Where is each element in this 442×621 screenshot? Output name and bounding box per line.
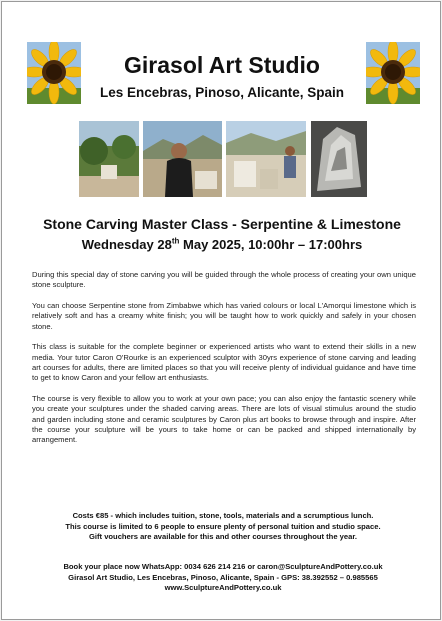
gift-voucher-line: Gift vouchers are available for this and other courses throughout the year. — [89, 532, 357, 542]
contact-block — [22, 562, 424, 594]
course-limit-line: This course is limited to 6 people to ensure plenty of personal tuition and studio space. — [65, 521, 381, 531]
stone-sculpture-workshop-photo — [226, 121, 306, 197]
address-line: Girasol Art Studio, Les Encebras, Pinoso, Alicante, Spain - GPS: 38.392552 – 0.985565 — [68, 572, 378, 582]
studio-location: Les Encebras, Pinoso, Alicante, Spain — [99, 85, 345, 100]
paragraph-tutor: This class is suitable for the complete beginner or experienced artists who want to extend their skills in a new media. Your tutor Caron O'Rourke is an experienced sculptor with 30yrs experience of stone carving and leading art courses for adults, there are limited places so that you will receive plenty of individual guidance and have time to get to know Caron and your fellow art enthusiasts. — [32, 342, 416, 383]
paragraph-stone: You can choose Serpentine stone from Zimbabwe which has varied colours or local L'Amorqui limestone which is relatively soft and has a creamy white finish; you will be taught how to work quickly and safely in your chosen stone. — [32, 301, 416, 331]
class-date-day: Wednesday 28 — [81, 237, 172, 252]
sunflower-photo-left — [27, 42, 81, 104]
class-date-suffix: th — [171, 236, 180, 246]
class-date — [12, 237, 432, 252]
website-line: www.SculptureAndPottery.co.uk — [164, 583, 282, 593]
studio-garden-photo — [79, 121, 139, 197]
description — [32, 270, 416, 456]
sunflower-photo-right — [366, 42, 420, 104]
flyer-page — [1, 1, 441, 620]
studio-title: Girasol Art Studio — [124, 52, 320, 78]
class-date-time: May 2025, 10:00hr – 17:00hrs — [179, 237, 363, 252]
costs-line: Costs €85 - which includes tuition, stone, tools, materials and a scrumptious lunch. — [72, 511, 374, 520]
costs-block — [22, 511, 424, 543]
paragraph-intro: During this special day of stone carving you will be guided through the whole process of creating your own unique stone sculpture. — [32, 270, 416, 290]
paragraph-course: The course is very flexible to allow you to work at your own pace; you can also enjoy the fantastic scenery while you create your sculptures under the shaded carving areas. There are lots of visual stimulus around the studio and garden including stone and ceramic sculptures by Caron plus art books to browse through and inspire. After the course your sculpture will be yours to take home or can be packed and shipped internationally by arrangement. — [32, 394, 416, 445]
booking-line: Book your place now WhatsApp: 0034 626 214 216 or caron@SculptureAndPottery.co.uk — [63, 562, 383, 571]
tutor-carving-photo — [143, 121, 222, 197]
sunflower-icon — [366, 42, 420, 104]
class-title: Stone Carving Master Class - Serpentine & Limestone — [43, 216, 401, 232]
sunflower-icon — [27, 42, 81, 104]
marble-sculpture-photo — [311, 121, 367, 197]
